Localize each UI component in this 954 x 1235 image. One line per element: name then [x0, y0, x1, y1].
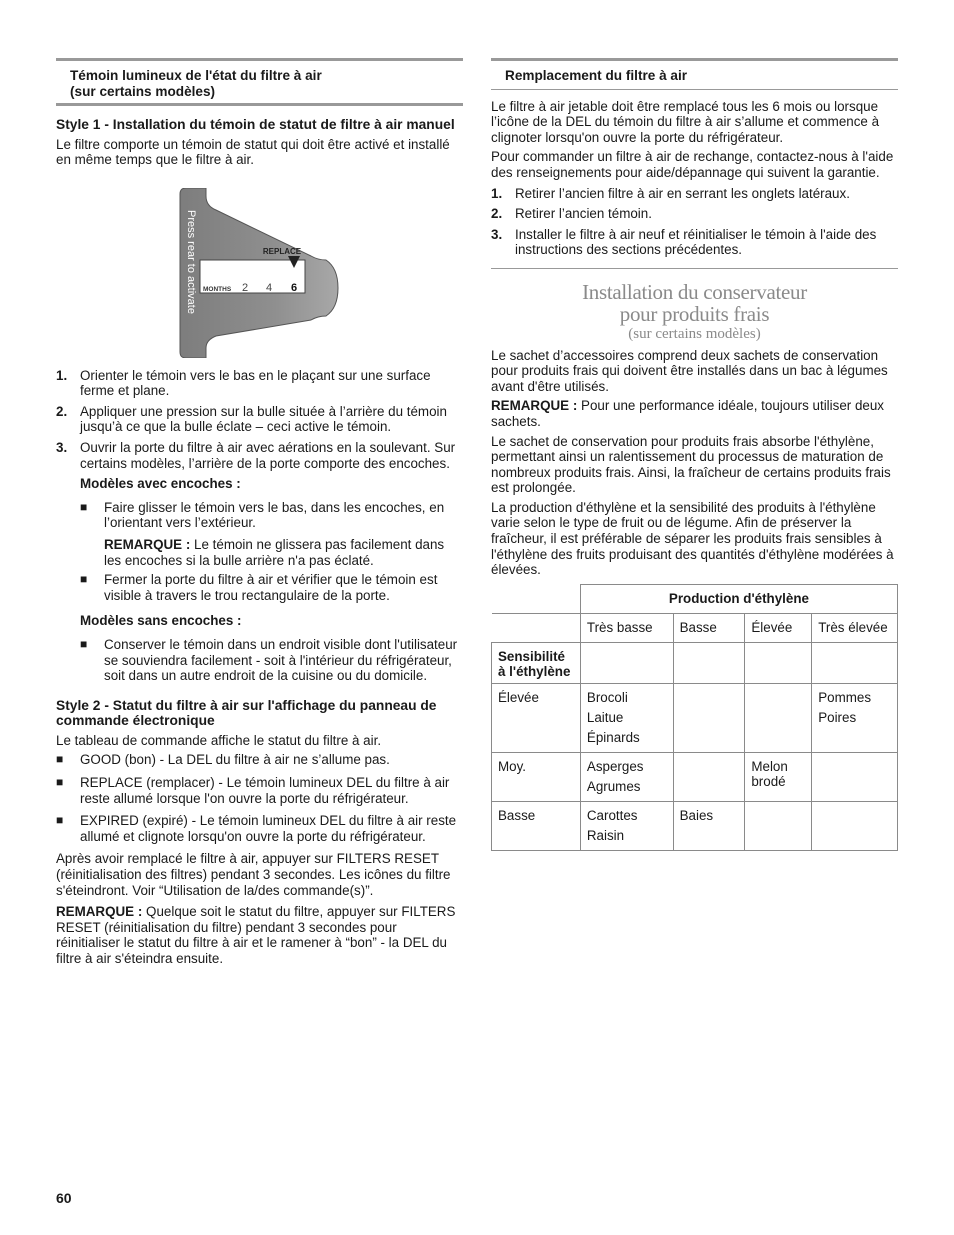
list-item: ■ EXPIRED (expiré) - Le témoin lumineux DEL du filtre à air reste allumé et clignote lorsqu'on ouvre la porte du réfrigérateur.: [56, 813, 457, 844]
table-cell: [580, 642, 673, 683]
conserver-paragraph-2: Le sachet de conservation pour produits frais absorbe l'éthylène, permettant ainsi un ralentissement du processus de maturation de nombreux produits frais. Ainsi, la fraîcheur de certains produits frais est prolongée.: [491, 433, 891, 496]
table-cell: [745, 801, 812, 850]
without-notches-label: Modèles sans encoches :: [80, 613, 242, 629]
section-subtitle: (sur certains modèles): [70, 83, 216, 99]
ethylene-table: [491, 584, 898, 851]
left-column: [56, 58, 463, 967]
square-bullet-icon: ■: [80, 572, 88, 587]
replace-label: REPLACE: [262, 246, 302, 256]
style1-heading: Style 1 - Installation du témoin de statut de filtre à air manuel: [56, 117, 455, 132]
table-corner: [492, 584, 581, 613]
style2-heading: Style 2 - Statut du filtre à air sur l'affichage du panneau de commande électronique: [56, 697, 437, 729]
table-cell: [812, 801, 898, 850]
section-title: Témoin lumineux de l'état du filtre à air: [70, 68, 322, 83]
big-section-title: Installation du conservateur pour produits frais: [582, 279, 807, 326]
table-cell: [673, 683, 745, 752]
replace-steps: [491, 186, 898, 258]
list-item: ■ Faire glisser le témoin vers le bas, dans les encoches, en l’orientant vers l’extérieur. REMARQUE : Le témoin ne glissera pas facilement dans les encoches si la bulle arrière n'a pas éclaté.: [80, 500, 463, 568]
style2-list: [56, 752, 463, 844]
table-row: [492, 613, 898, 642]
section-heading-replacement: Remplacement du filtre à air: [491, 58, 898, 90]
conserver-remark: REMARQUE : Pour une performance idéale, toujours utiliser deux sachets.: [491, 398, 884, 429]
table-corner: [492, 613, 581, 642]
remark: REMARQUE : Le témoin ne glissera pas facilement dans les encoches si la bulle arrière n'a pas éclaté.: [104, 537, 445, 568]
section-heading-status-indicator: [56, 58, 463, 106]
col-header: Très basse: [580, 613, 673, 642]
col-header: Basse: [673, 613, 745, 642]
row-header-title: Sensibilité à l'éthylène: [492, 642, 581, 683]
big-section-subtitle: (sur certains modèles): [628, 325, 761, 342]
tick-2: 2: [242, 281, 249, 294]
table-cell: Melon brodé: [745, 752, 812, 801]
square-bullet-icon: ■: [56, 774, 64, 789]
list-item: ■ Fermer la porte du filtre à air et vérifier que le témoin est visible à travers le trou rectangulaire de la porte.: [80, 572, 438, 603]
divider: [491, 268, 898, 269]
table-cell: Baies: [673, 801, 745, 850]
square-bullet-icon: ■: [56, 752, 64, 767]
style1-steps: [56, 368, 463, 472]
table-cell: [745, 642, 812, 683]
list-item: ■ Conserver le témoin dans un endroit visible dont l'utilisateur se souviendra facilement - soit à l'intérieur du réfrigérateur, soit dans un autre endroit de la cuisine ou du domicile.: [80, 637, 458, 684]
style1-intro: Le filtre comporte un témoin de statut qui doit être activé et installé en même temps que le filtre à air.: [56, 136, 450, 168]
table-cell: [673, 752, 745, 801]
conserver-paragraph-1: Le sachet d’accessoires comprend deux sachets de conservation pour produits frais qui doivent être installés dans un bac à légumes avant d'être utilisés.: [491, 347, 888, 394]
table-row: [492, 801, 898, 850]
table-cell: Asperges Agrumes: [580, 752, 673, 801]
col-header: Très élevée: [812, 613, 898, 642]
after-reset-text: Après avoir remplacé le filtre à air, appuyer sur FILTERS RESET (réinitialisation des filtres) pendant 3 secondes. Les icônes du filtre s'éteindront. Voir “Utilisation de la/des commande(s)”.: [56, 851, 451, 898]
list-item: 2. Appliquer une pression sur la bulle située à l’arrière du témoin jusqu’à ce que la bulle éclate – ceci active le témoin.: [56, 403, 447, 435]
replace-paragraph-1: Le filtre à air jetable doit être remplacé tous les 6 mois ou lorsque l’icône de la DEL du témoin du filtre à air s’allume et commence à clignoter lorsqu'on ouvre la porte du réfrigérateur.: [491, 98, 880, 145]
square-bullet-icon: ■: [80, 637, 88, 651]
replace-paragraph-2: Pour commander un filtre à air de rechange, contactez-nous à l'aide des renseignements pour aide/dépannage qui suivent la garantie.: [491, 149, 894, 180]
right-column: [491, 58, 898, 851]
table-row: [492, 683, 898, 752]
table-row: [492, 642, 898, 683]
list-item: ■ GOOD (bon) - La DEL du filtre à air ne s’allume pas.: [56, 752, 390, 768]
row-label: Moy.: [492, 752, 581, 801]
col-header: Élevée: [745, 613, 812, 642]
table-cell: [812, 752, 898, 801]
with-notches-label: Modèles avec encoches :: [80, 476, 241, 492]
table-row: [492, 752, 898, 801]
list-item: 3. Installer le filtre à air neuf et réinitialiser le témoin à l'aide des instructions des sections précédentes.: [491, 226, 877, 258]
filter-indicator-illustration: [56, 188, 463, 358]
tick-6: 6: [291, 281, 298, 294]
list-item: 3. Ouvrir la porte du filtre à air avec aérations en la soulevant. Sur certains modèles, l’arrière de la porte comporte des encoches.: [56, 440, 456, 471]
list-item: 2. Retirer l’ancien témoin.: [491, 206, 652, 222]
table-cell: Pommes Poires: [812, 683, 898, 752]
table-cell: [812, 642, 898, 683]
table-cell: [673, 642, 745, 683]
filter-indicator-figure: [56, 188, 463, 358]
table-row: [492, 584, 898, 613]
without-notches-list: [80, 637, 463, 684]
square-bullet-icon: ■: [56, 813, 64, 828]
tick-4: 4: [266, 281, 273, 294]
table-cell: Brocoli Laitue Épinards: [580, 683, 673, 752]
row-label: Basse: [492, 801, 581, 850]
final-remark: REMARQUE : Quelque soit le statut du filtre, appuyer sur FILTERS RESET (réinitialisation du filtre) pendant 3 secondes pour réinitialiser le statut du filtre à air et le ramener à “bon” - la DEL du filtre à air s'éteindra ensuite.: [56, 904, 456, 966]
list-item: ■ REPLACE (remplacer) - Le témoin lumineux DEL du filtre à air reste allumé lorsque l'on ouvre la porte du réfrigérateur.: [56, 774, 450, 806]
with-notches-list: [80, 500, 463, 604]
table-cell: [745, 683, 812, 752]
list-item: 1. Orienter le témoin vers le bas en le plaçant sur une surface ferme et plane.: [56, 367, 431, 399]
table-cell: Carottes Raisin: [580, 801, 673, 850]
square-bullet-icon: ■: [80, 499, 88, 514]
press-rear-text: Press rear to activate: [185, 209, 197, 314]
list-item: 1. Retirer l’ancien filtre à air en serrant les onglets latéraux.: [491, 185, 850, 201]
style2-intro: Le tableau de commande affiche le statut du filtre à air.: [56, 732, 382, 748]
conserver-paragraph-3: La production d'éthylène et la sensibilité des produits à l'éthylène varie selon le type de fruit ou de légume. Afin de préserver la fraîcheur, il est préférable de séparer les produits frais sensibles à l'éthylène des fruits produisant des quantités d'éthylène modérées à élevées.: [491, 499, 894, 578]
months-label: MONTHS: [203, 285, 232, 293]
production-header: Production d'éthylène: [580, 584, 897, 613]
row-label: Élevée: [492, 683, 581, 752]
page-number: 60: [56, 1190, 72, 1206]
